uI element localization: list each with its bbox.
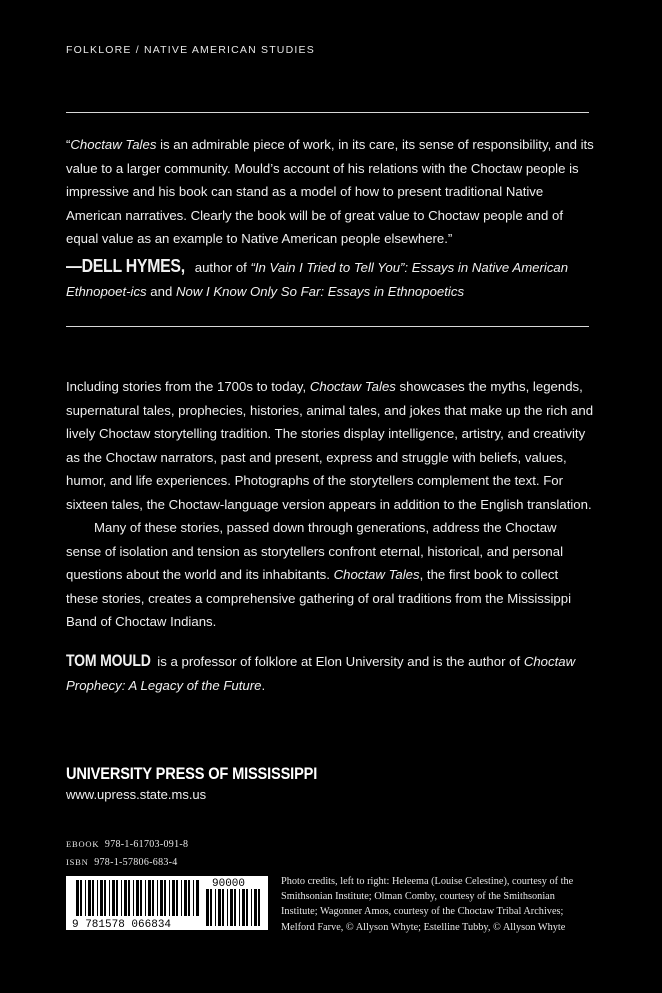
author-name: TOM MOULD: [66, 652, 151, 670]
divider-bottom: [66, 326, 589, 327]
publisher-name: UNIVERSITY PRESS OF MISSISSIPPI: [66, 764, 318, 783]
barcode-bars-main: [76, 880, 199, 916]
description-paragraph-1: [66, 375, 594, 516]
reviewer-book-2: Now I Know Only So Far: Essays in Ethnopoetics: [175, 283, 465, 299]
desc-p2-title: Choctaw Tales: [333, 567, 420, 582]
quote-open: “: [66, 137, 71, 152]
barcode-bars-addon: [206, 889, 260, 926]
reviewer-name: —DELL HYMES,: [66, 256, 185, 276]
review-attribution: [66, 255, 594, 303]
barcode: [66, 876, 268, 930]
quote-text: is an admirable piece of work, in its care, its sense of responsibility, and its value to a larger community. Mould’s account of his relations with the Choctaw people is impressive and his book can stand as a model of how to present traditional Native American narratives. Clearly the book will be of great value to Choctaw people and of equal value as an example to Native American people elsewhere.”: [66, 137, 594, 246]
desc-p1-end: showcases the myths, legends, supernatural tales, prophecies, histories, animal tales, and jokes that make up the rich and lively Choctaw storytelling tradition. The stories display intelligence, artistry, and creativity as the Choctaw narrators, past and present, express and struggle with beliefs, values, humor, and life experiences. Photographs of the storytellers complement the text. For sixteen tales, the Choctaw-language version appears in addition to the English translation.: [66, 379, 594, 512]
barcode-number: 9 781578 066834: [72, 919, 172, 930]
publisher-url[interactable]: www.upress.state.ms.us: [66, 787, 207, 802]
description-paragraph-2: [66, 516, 594, 634]
isbn-ebook-value: 978-1-61703-091-8: [104, 839, 189, 850]
isbn-ebook: [66, 839, 188, 850]
author-bio-end: .: [261, 677, 266, 693]
isbn-print: [66, 857, 178, 868]
reviewer-book-1: “In Vain I Tried to Tell You”: Essays in Native American Ethnopoet-ics: [66, 260, 569, 299]
photo-credits: Photo credits, left to right: Heleema (Louise Celestine), courtesy of the Smithsonian Institute; Olman Comby, courtesy of the Smithsonian Institute; Wagonner Amos, courtesy of the Choctaw Tribal Archives; Melford Farve, © Allyson Whyte; Estelline Tubby, © Allyson Whyte: [281, 876, 574, 933]
review-quote: [66, 133, 594, 251]
category-label: FOLKLORE / NATIVE AMERICAN STUDIES: [66, 44, 315, 56]
author-bio-text: is a professor of folklore at Elon University and is the author of: [153, 654, 524, 669]
isbn-ebook-label: EBOOK: [66, 839, 100, 849]
book-description: [66, 375, 594, 634]
desc-p1-title: Choctaw Tales: [309, 379, 396, 394]
desc-p2-end: , the first book to collect these stories, creates a comprehensive gathering of oral traditions from the Mississippi Band of Choctaw Indians.: [66, 567, 572, 629]
author-book-title: Choctaw Prophecy: A Legacy of the Future: [66, 654, 576, 693]
desc-p1-start: Including stories from the 1700s to today,: [66, 379, 310, 394]
author-bio: [66, 650, 594, 697]
isbn-print-label: ISBN: [66, 857, 89, 867]
barcode-price-code: 90000: [212, 878, 246, 890]
attribution-prefix: author of: [191, 260, 251, 275]
divider-top: [66, 112, 589, 113]
isbn-print-value: 978-1-57806-683-4: [94, 857, 178, 868]
desc-p2-start: Many of these stories, passed down through generations, address the Choctaw sense of isolation and tension as storytellers confront eternal, historical, and personal questions about the world and its inhabitants.: [66, 520, 564, 582]
attribution-joiner: and: [146, 283, 176, 299]
quote-book-title: Choctaw Tales: [70, 137, 157, 152]
barcode-graphic: [66, 876, 268, 930]
